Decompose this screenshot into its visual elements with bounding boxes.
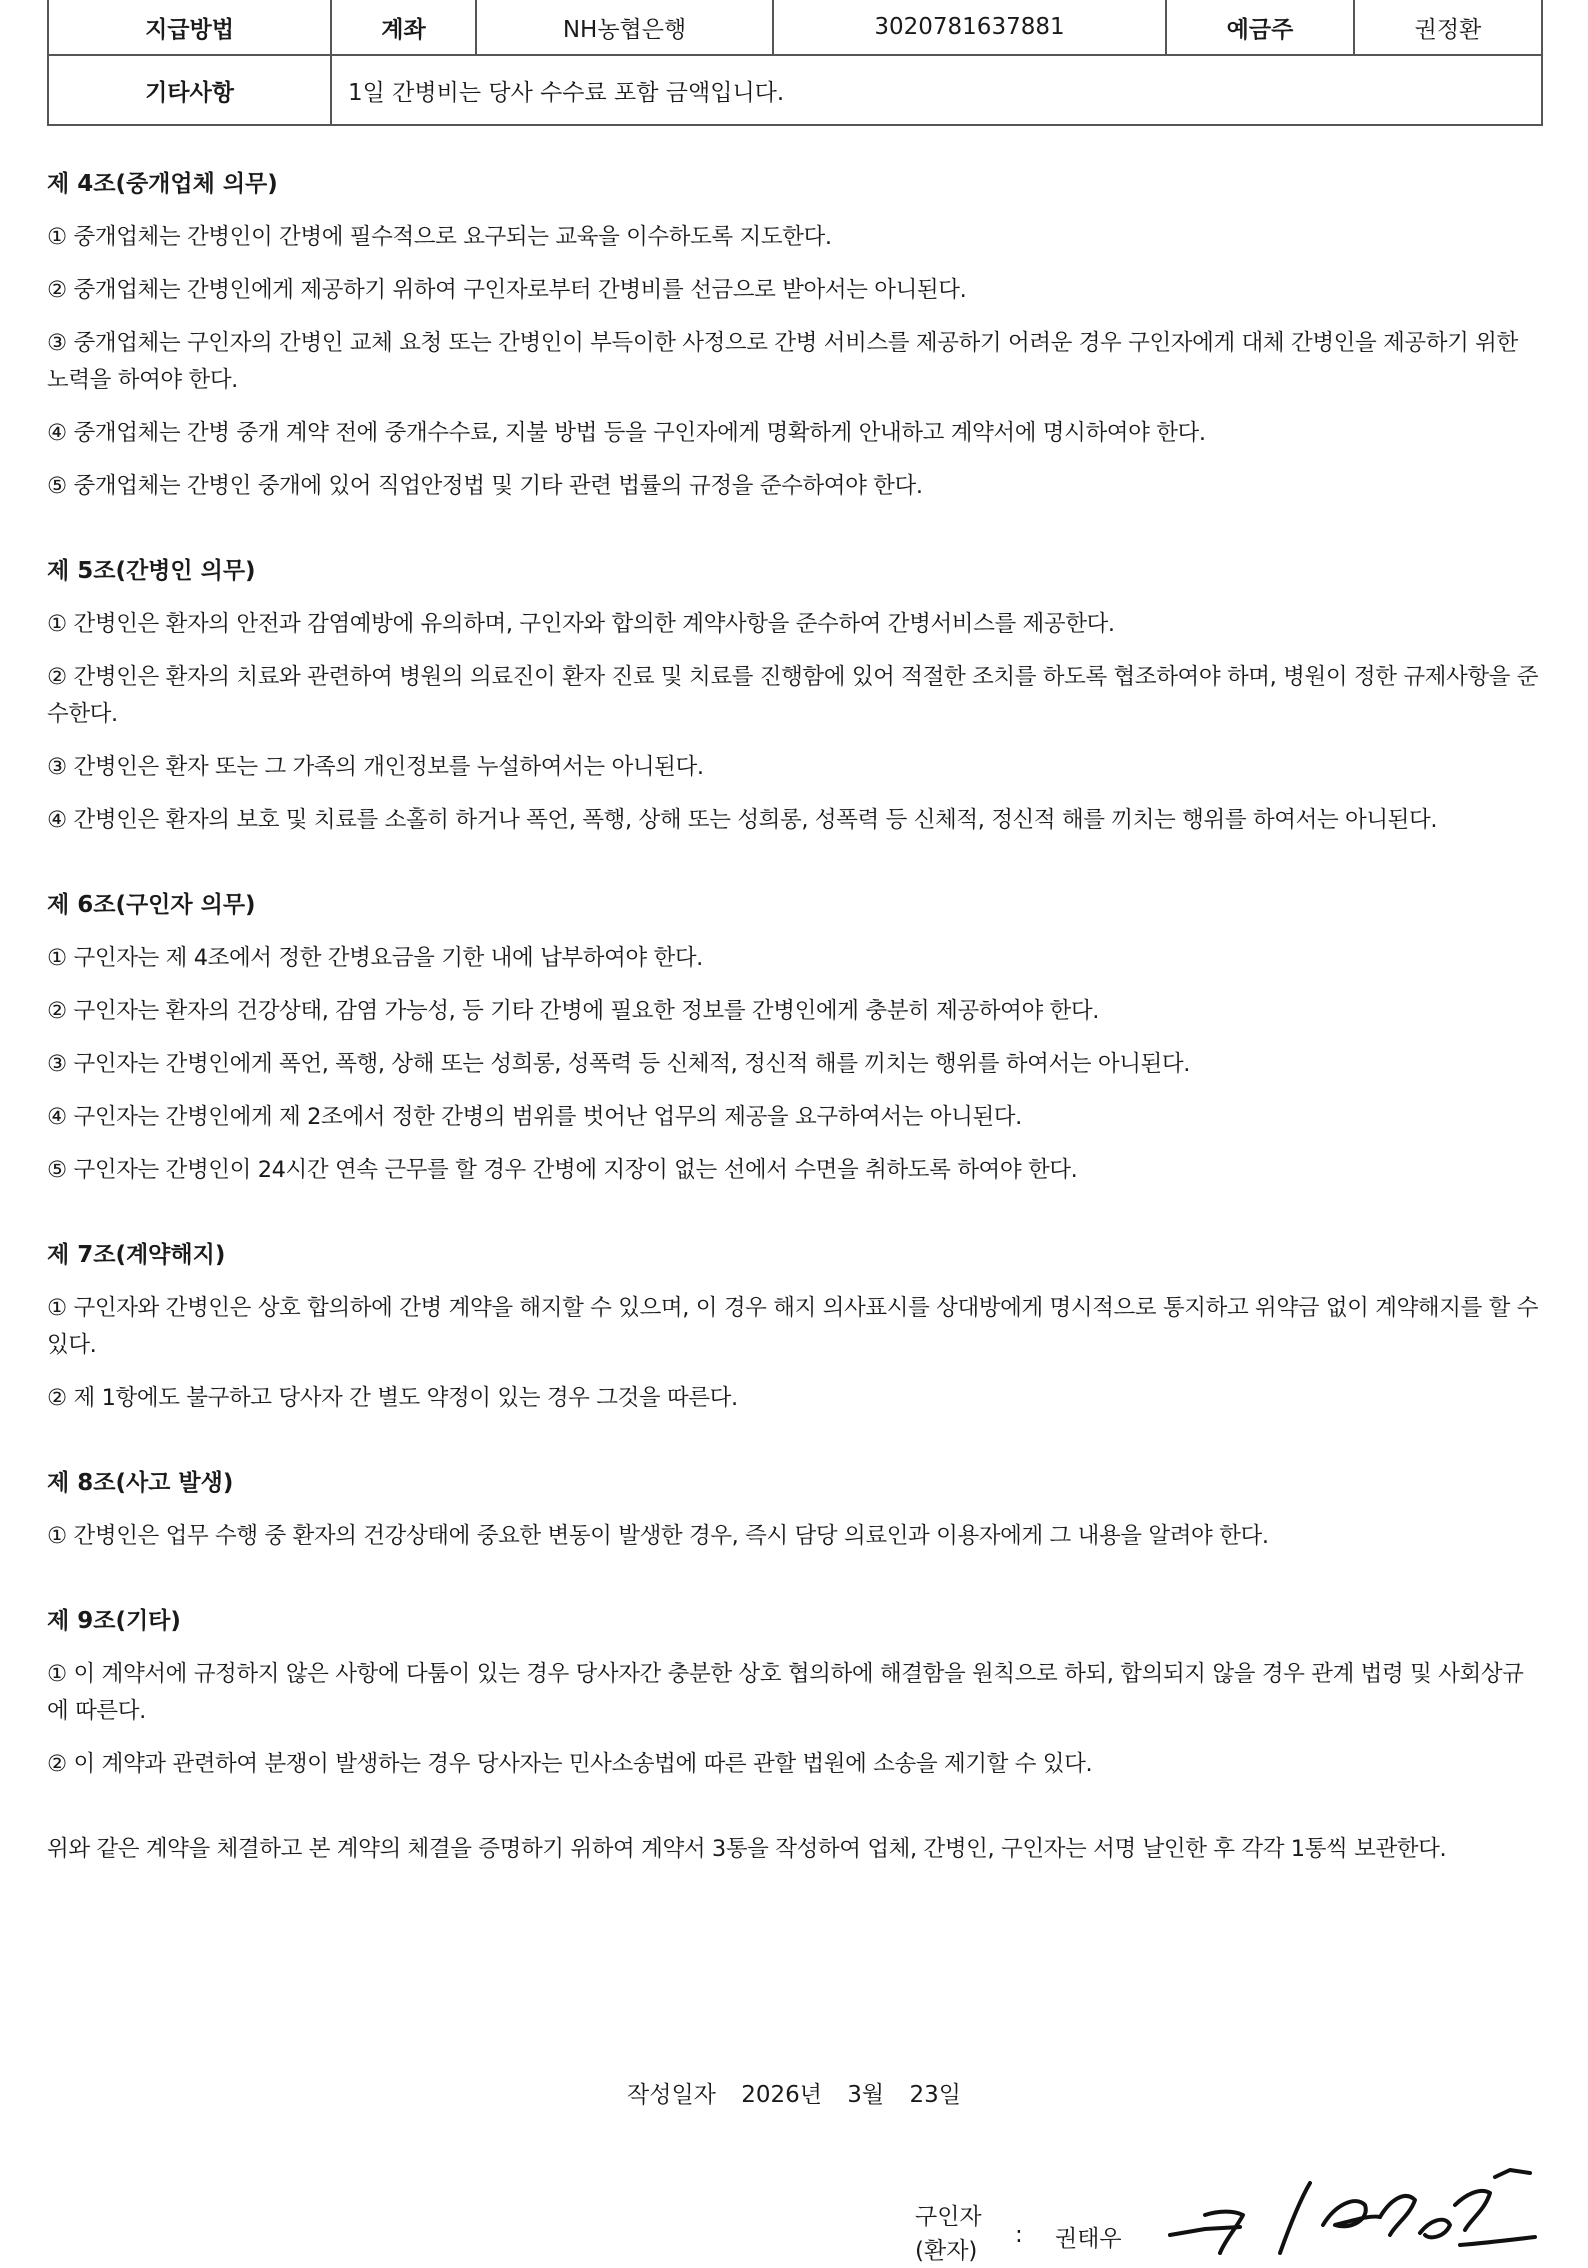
article-clause: ① 이 계약서에 규정하지 않은 사항에 다툼이 있는 경우 당사자간 충분한 상호 협의하에 해결함을 원칙으로 하되, 합의되지 않을 경우 관계 법령 및 사회상규에 따른다. [47,1661,1524,1724]
article-section [47,166,1541,505]
signature-colon: : [1015,2222,1023,2248]
date-label: 작성일자 [627,2082,716,2108]
article-clause: ④ 중개업체는 간병 중개 계약 전에 중개수수료, 지불 방법 등을 구인자에게 명확하게 안내하고 계약서에 명시하여야 한다. [47,420,1206,446]
signer-role-main: 구인자 [915,2204,982,2230]
handwritten-signature [1165,2165,1545,2255]
notes-value: 1일 간병비는 당사 수수료 포함 금액입니다. [331,55,1542,125]
payment-type: 계좌 [331,0,476,55]
article-clause: ② 이 계약과 관련하여 분쟁이 발생하는 경우 당사자는 민사소송법에 따른 관할 법원에 소송을 제기할 수 있다. [47,1751,1093,1777]
article-clause: ② 제 1항에도 불구하고 당사자 간 별도 약정이 있는 경우 그것을 따른다. [47,1385,738,1411]
date-year: 2026년 [741,2082,822,2108]
article-section [47,887,1541,1189]
article-title: 제 7조(계약해지) [47,1242,226,1268]
contract-body [47,166,1541,1868]
signer-name: 권태우 [1055,2226,1122,2252]
notes-row [48,55,1542,125]
article-clause: ⑤ 중개업체는 간병인 중개에 있어 직업안정법 및 기타 관련 법률의 규정을 준수하여야 한다. [47,473,923,499]
date-day: 23일 [909,2082,961,2108]
article-clause: ② 간병인은 환자의 치료와 관련하여 병원의 의료진이 환자 진료 및 치료를 진행함에 있어 적절한 조치를 하도록 협조하여야 하며, 병원이 정한 규제사항을 준수한다. [47,664,1539,727]
article-section [47,1603,1541,1783]
payment-table [47,0,1543,126]
signer-role-sub: (환자) [915,2238,978,2264]
article-clause: ① 구인자와 간병인은 상호 합의하에 간병 계약을 해지할 수 있으며, 이 경우 해지 의사표시를 상대방에게 명시적으로 통지하고 위약금 없이 계약해지를 할 수 있다. [47,1295,1539,1358]
notes-label: 기타사항 [48,55,331,125]
article-clause: ③ 중개업체는 구인자의 간병인 교체 요청 또는 간병인이 부득이한 사정으로 간병 서비스를 제공하기 어려운 경우 구인자에게 대체 간병인을 제공하기 위한 노력을 하여야 한다. [47,330,1518,393]
article-title: 제 9조(기타) [47,1608,181,1634]
article-clause: ③ 구인자는 간병인에게 폭언, 폭행, 상해 또는 성희롱, 성폭력 등 신체적, 정신적 해를 끼치는 행위를 하여서는 아니된다. [47,1051,1190,1077]
article-clause: ③ 간병인은 환자 또는 그 가족의 개인정보를 누설하여서는 아니된다. [47,754,704,780]
payment-method-label: 지급방법 [48,0,331,55]
article-clause: ① 간병인은 업무 수행 중 환자의 건강상태에 중요한 변동이 발생한 경우, 즉시 담당 의료인과 이용자에게 그 내용을 알려야 한다. [47,1523,1269,1549]
closing-statement: 위와 같은 계약을 체결하고 본 계약의 체결을 증명하기 위하여 계약서 3통을 작성하여 업체, 간병인, 구인자는 서명 날인한 후 각각 1통씩 보관한다. [47,1836,1447,1862]
signature-block [915,2200,1588,2264]
article-title: 제 8조(사고 발생) [47,1470,234,1496]
account-number: 3020781637881 [773,0,1166,55]
article-section [47,553,1541,839]
article-clause: ① 간병인은 환자의 안전과 감염예방에 유의하며, 구인자와 합의한 계약사항을 준수하여 간병서비스를 제공한다. [47,611,1115,637]
bank-name: NH농협은행 [476,0,773,55]
payment-method-row [48,0,1542,55]
article-title: 제 6조(구인자 의무) [47,892,256,918]
account-holder-name: 권정환 [1354,0,1542,55]
article-clause: ① 구인자는 제 4조에서 정한 간병요금을 기한 내에 납부하여야 한다. [47,945,703,971]
article-clause: ④ 간병인은 환자의 보호 및 치료를 소홀히 하거나 폭언, 폭행, 상해 또는 성희롱, 성폭력 등 신체적, 정신적 해를 끼치는 행위를 하여서는 아니된다. [47,807,1438,833]
article-clause: ② 구인자는 환자의 건강상태, 감염 가능성, 등 기타 간병에 필요한 정보를 간병인에게 충분히 제공하여야 한다. [47,998,1099,1024]
article-section [47,1237,1541,1417]
article-title: 제 4조(중개업체 의무) [47,171,278,197]
article-clause: ② 중개업체는 간병인에게 제공하기 위하여 구인자로부터 간병비를 선금으로 받아서는 아니된다. [47,277,967,303]
article-clause: ① 중개업체는 간병인이 간병에 필수적으로 요구되는 교육을 이수하도록 지도한다. [47,224,832,250]
date-month: 3월 [847,2082,885,2108]
article-clause: ④ 구인자는 간병인에게 제 2조에서 정한 간병의 범위를 벗어난 업무의 제공을 요구하여서는 아니된다. [47,1104,1022,1130]
article-title: 제 5조(간병인 의무) [47,558,256,584]
article-list [47,166,1541,1783]
signer-role [915,2200,982,2268]
account-holder-label: 예금주 [1166,0,1354,55]
article-section [47,1465,1541,1555]
written-date [0,2076,1588,2109]
article-clause: ⑤ 구인자는 간병인이 24시간 연속 근무를 할 경우 간병에 지장이 없는 선에서 수면을 취하도록 하여야 한다. [47,1157,1078,1183]
